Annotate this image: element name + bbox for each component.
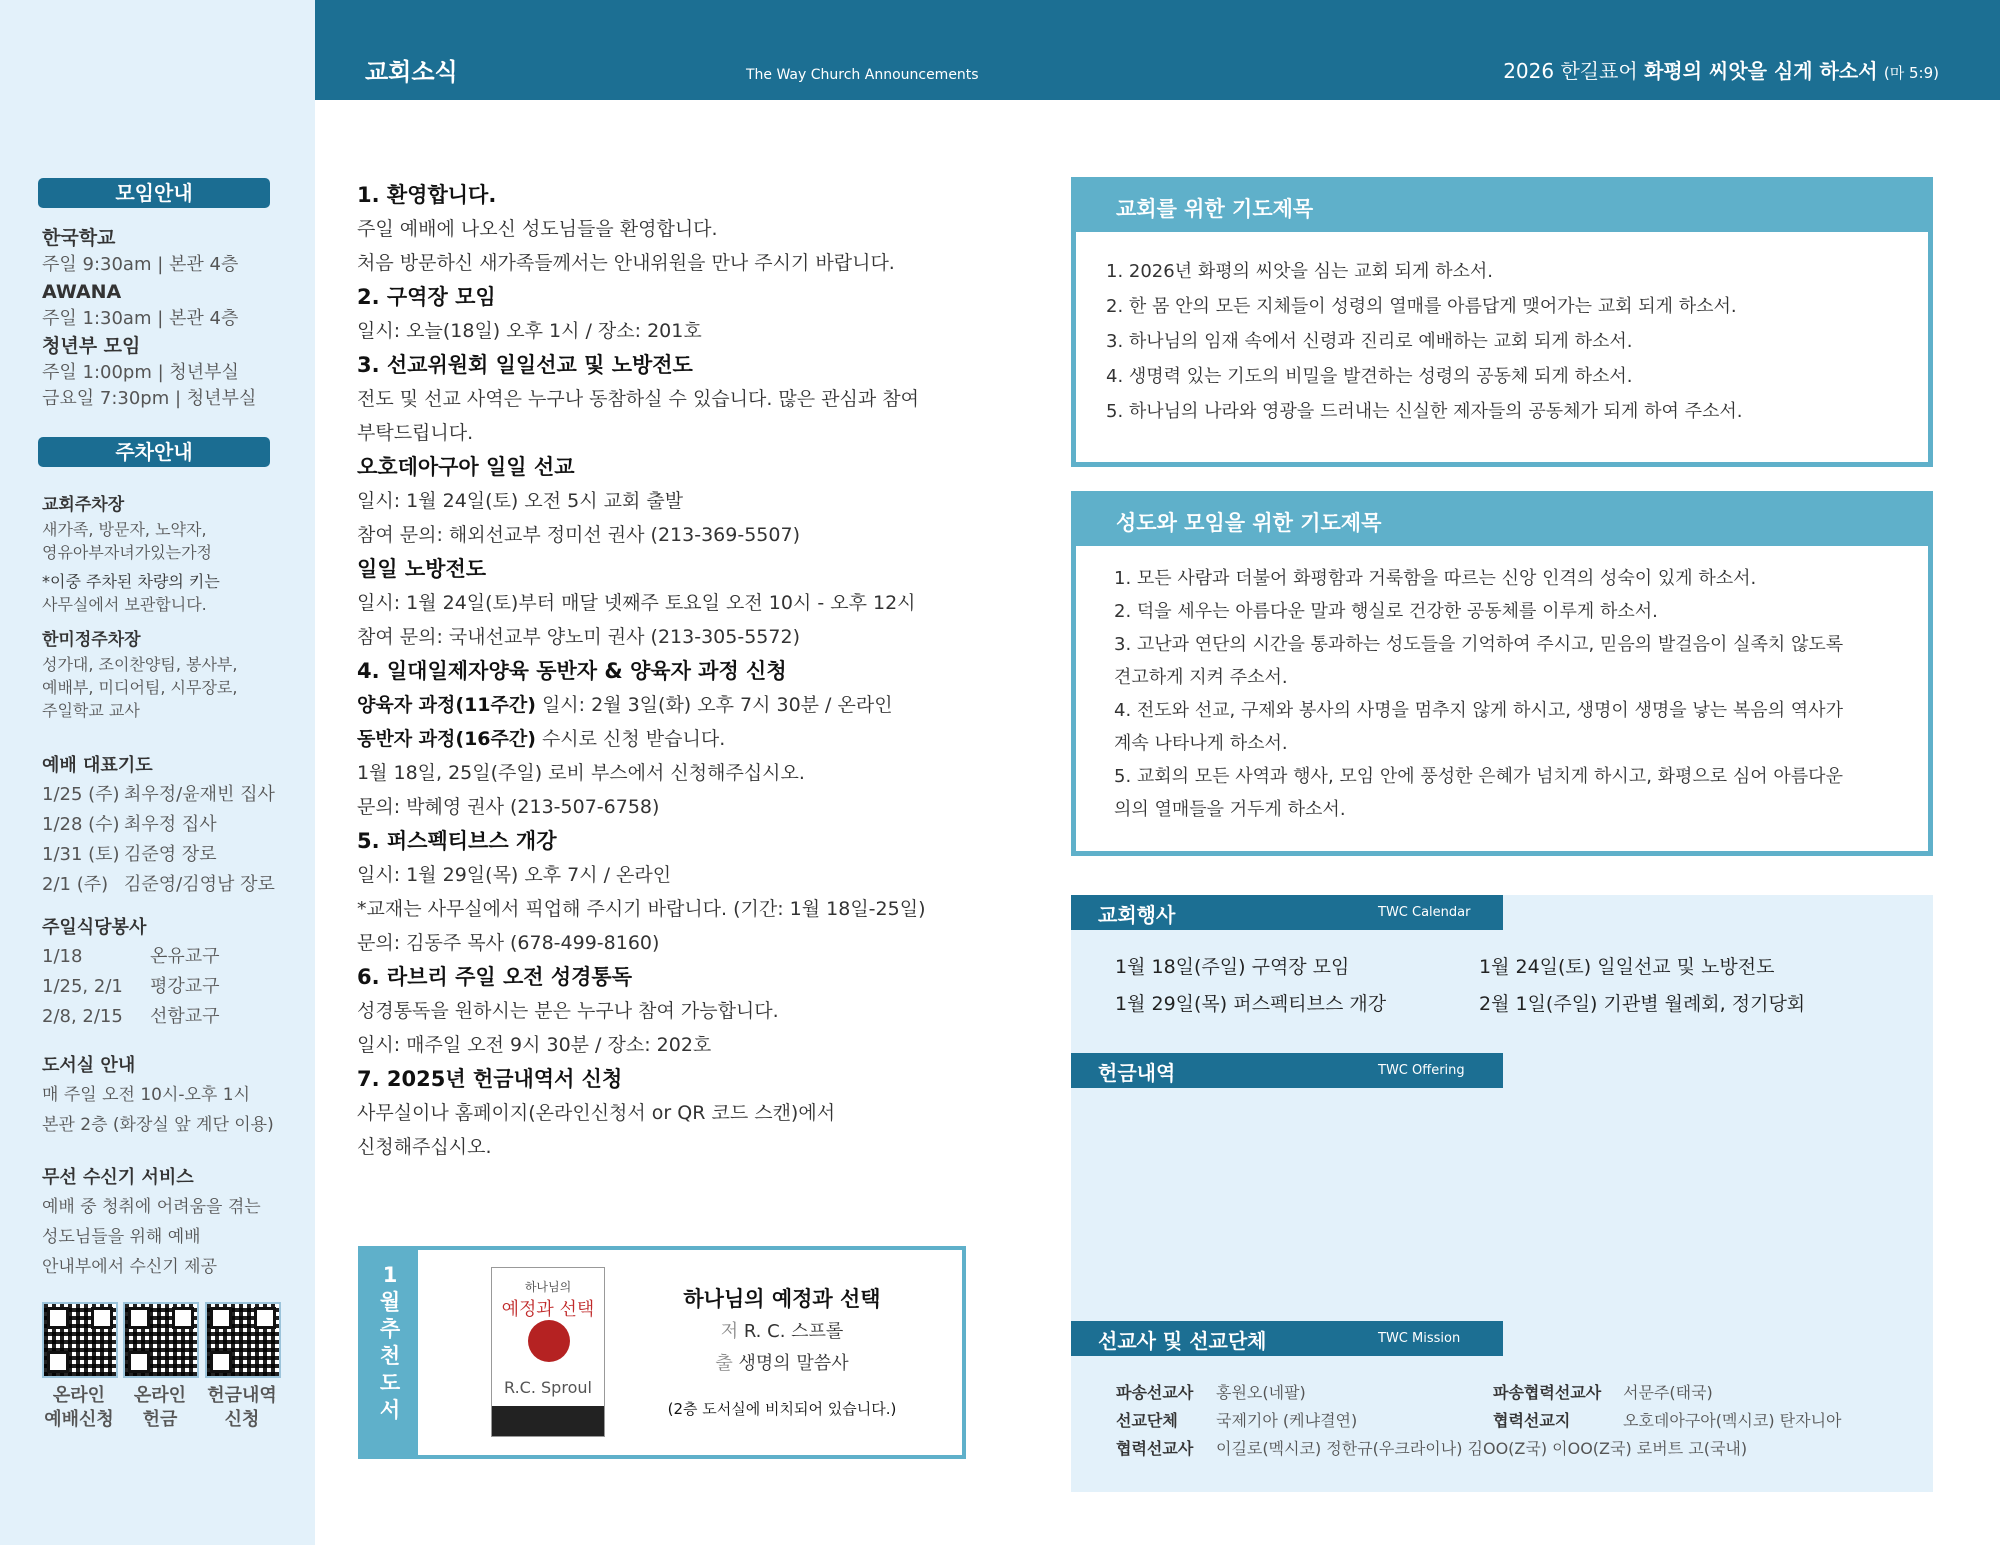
mission-key: 협력선교사 (1116, 1439, 1194, 1458)
section-line: 처음 방문하신 새가족들께서는 안내위원을 만나 주시기 바랍니다. (357, 252, 895, 274)
church-parking-line: 새가족, 방문자, 노약자, (42, 520, 207, 539)
church-parking-title: 교회주차장 (42, 495, 125, 515)
row-date: 1/31 (토) (42, 844, 120, 865)
event-item: 1월 29일(목) 퍼스펙티브스 개강 (1115, 993, 1387, 1015)
section-line: 참여 문의: 해외선교부 정미선 권사 (213-369-5507) (357, 524, 800, 546)
table-row (42, 810, 297, 840)
section-line (357, 722, 977, 756)
event-item: 1월 24일(토) 일일선교 및 노방전도 (1479, 956, 1775, 978)
section-line: 신청해주십시오. (357, 1136, 492, 1158)
publisher-name: 생명의 말씀사 (738, 1353, 849, 1374)
section-title: 2. 구역장 모임 (357, 285, 496, 309)
wireless-info (42, 1164, 297, 1282)
author-name: R. C. 스프롤 (743, 1321, 844, 1342)
qr-finder (91, 1307, 113, 1329)
cover-band (492, 1406, 604, 1436)
course-label: 동반자 과정(16주간) (357, 728, 536, 750)
section-line: 일시: 오늘(18일) 오후 1시 / 장소: 201호 (357, 320, 702, 342)
qr-label-line: 예배신청 (44, 1409, 114, 1430)
row-date: 1/25 (주) (42, 784, 120, 805)
meeting-time: 금요일 7:30pm | 청년부실 (42, 388, 257, 409)
tab-char: 1 (382, 1263, 398, 1287)
mission-list (1116, 1379, 1842, 1463)
section-line: 성경통독을 원하시는 분은 누구나 참여 가능합니다. (357, 1000, 779, 1022)
prayer-duty-title: 예배 대표기도 (42, 755, 153, 776)
row-name: 온유교구 (150, 946, 220, 967)
publisher-mark: 출 (715, 1353, 733, 1374)
qr-label (34, 1384, 124, 1432)
qr-finder (254, 1307, 276, 1329)
event-item: 1월 18일(주일) 구역장 모임 (1115, 956, 1350, 978)
section-line: 일시: 1월 24일(토)부터 매달 넷째주 토요일 오전 10시 - 오후 12시 (357, 592, 916, 614)
qr-label-line: 헌금 (142, 1409, 178, 1430)
section-line: 주일 예배에 나오신 성도님들을 환영합니다. (357, 218, 718, 240)
section-line: 부탁드립니다. (357, 422, 474, 444)
library-line: 매 주일 오전 10시-오후 1시 (42, 1085, 250, 1105)
mission-subtitle: TWC Mission (1378, 1331, 1461, 1346)
prayer-line: 5. 교회의 모든 사역과 행사, 모임 안에 풍성한 은혜가 넘치게 하시고, 화평으로 심어 아름다운 (1114, 766, 1843, 787)
announcements (357, 178, 977, 1164)
section-title: 4. 일대일제자양육 동반자 & 양육자 과정 신청 (357, 659, 787, 683)
kitchen-duty-title: 주일식당봉사 (42, 917, 147, 938)
qr-label-line: 헌금내역 (207, 1385, 277, 1406)
wireless-title: 무선 수신기 서비스 (42, 1167, 194, 1188)
section-line: 문의: 김동주 목사 (678-499-8160) (357, 932, 660, 954)
row-date: 1/28 (수) (42, 814, 120, 835)
row-date: 1/18 (42, 946, 83, 967)
meeting-time: 주일 1:30am | 본관 4층 (42, 308, 239, 329)
event-item: 2월 1일(주일) 기관별 월례회, 정기당회 (1479, 993, 1806, 1015)
section-line: 전도 및 선교 사역은 누구나 동참하실 수 있습니다. 많은 관심과 참여 (357, 388, 919, 410)
wireless-line: 예배 중 청취에 어려움을 겪는 (42, 1197, 261, 1217)
section-line: 일시: 매주일 오전 9시 30분 / 장소: 202호 (357, 1034, 712, 1056)
section-line: 일시: 1월 29일(목) 오후 7시 / 온라인 (357, 864, 672, 886)
section-line: 1월 18일, 25일(주일) 로비 부스에서 신청해주십시오. (357, 762, 805, 784)
section-line: 문의: 박혜영 권사 (213-507-6758) (357, 796, 660, 818)
offering-bar (1071, 1053, 1503, 1088)
mission-value: 국제기아 (케냐결연) (1216, 1411, 1358, 1430)
member-prayer-box (1071, 491, 1933, 856)
tab-char: 천 (379, 1344, 401, 1368)
parking-pill: 주차안내 (38, 437, 270, 467)
row-name: 평강교구 (150, 976, 220, 997)
mission-value: 홍원오(네팔) (1216, 1383, 1306, 1402)
book-info (632, 1282, 932, 1424)
qr-finder (47, 1307, 69, 1329)
row-date: 2/8, 2/15 (42, 1006, 123, 1027)
motto (1503, 55, 1939, 84)
meeting-name: 청년부 모임 (42, 335, 141, 357)
meeting-pill: 모임안내 (38, 178, 270, 208)
mission-row (1116, 1379, 1842, 1407)
mission-value: 이길로(멕시코) 정한규(우크라이나) 김OO(Z국) 이OO(Z국) 로버트 고(국내) (1216, 1439, 1748, 1458)
parking-note: 사무실에서 보관합니다. (42, 595, 207, 614)
meeting-list (42, 224, 297, 412)
parking-note: *이중 주차된 차량의 키는 (42, 572, 220, 591)
hanmi-parking-line: 성가대, 조이찬양팀, 봉사부, (42, 655, 238, 674)
library-title: 도서실 안내 (42, 1055, 136, 1076)
qr-code-offering-statement[interactable] (205, 1302, 281, 1378)
book-recommendation (358, 1246, 966, 1459)
info-panel (1071, 895, 1933, 1492)
wireless-line: 성도님들을 위해 예배 (42, 1227, 201, 1247)
mission-key: 파송협력선교사 (1493, 1383, 1602, 1402)
hanmi-parking-line: 주일학교 교사 (42, 701, 140, 720)
table-row (42, 972, 297, 1002)
events-title: 교회행사 (1098, 903, 1176, 927)
hanmi-parking-line: 예배부, 미디어팀, 시무장로, (42, 678, 238, 697)
section-title: 7. 2025년 헌금내역서 신청 (357, 1067, 623, 1091)
prayer-item: 2. 한 몸 안의 모든 지체들이 성령의 열매를 아름답게 맺어가는 교회 되게 하소서. (1106, 296, 1737, 317)
section-title: 3. 선교위원회 일일선교 및 노방전도 (357, 353, 693, 377)
library-info (42, 1052, 297, 1140)
member-prayer-title: 성도와 모임을 위한 기도제목 (1076, 496, 1928, 546)
section-title: 1. 환영합니다. (357, 183, 497, 207)
meeting-time: 주일 1:00pm | 청년부실 (42, 362, 239, 383)
tab-char: 서 (379, 1398, 401, 1422)
kitchen-duty (42, 914, 297, 1032)
section-line: 사무실이나 홈페이지(온라인신청서 or QR 코드 스캔)에서 (357, 1102, 836, 1124)
page-subtitle: The Way Church Announcements (746, 67, 979, 83)
qr-finder (172, 1307, 194, 1329)
prayer-line: 계속 나타나게 하소서. (1114, 733, 1288, 754)
mission-title: 선교사 및 선교단체 (1098, 1329, 1267, 1353)
table-row (42, 780, 297, 810)
prayer-item: 3. 하나님의 임재 속에서 신령과 진리로 예배하는 교회 되게 하소서. (1106, 331, 1633, 352)
course-label: 양육자 과정(11주간) (357, 694, 536, 716)
mission-value: 서문주(태국) (1623, 1383, 1713, 1402)
qr-finder (47, 1351, 69, 1373)
qr-label-line: 온라인 (52, 1385, 106, 1406)
book-note: (2층 도서실에 비치되어 있습니다.) (667, 1400, 897, 1418)
qr-finder (128, 1351, 150, 1373)
mission-key: 파송선교사 (1116, 1383, 1194, 1402)
mission-row (1116, 1435, 1842, 1463)
tab-char: 도 (379, 1371, 401, 1395)
library-line: 본관 2층 (화장실 앞 계단 이용) (42, 1115, 274, 1135)
header-bar (315, 0, 2000, 100)
mission-key: 협력선교지 (1493, 1411, 1571, 1430)
qr-label-line: 신청 (224, 1409, 260, 1430)
qr-code-online-offering[interactable] (123, 1302, 199, 1378)
row-name: 김준영/김영남 장로 (124, 874, 275, 895)
row-name: 김준영 장로 (124, 844, 217, 865)
book-publisher (632, 1348, 932, 1380)
church-prayer-box (1071, 177, 1933, 467)
sidebar (0, 0, 315, 1545)
motto-prefix: 2026 한길표어 (1503, 59, 1638, 83)
tab-char: 월 (379, 1290, 401, 1314)
tab-char: 추 (379, 1317, 401, 1341)
prayer-line: 3. 고난과 연단의 시간을 통과하는 성도들을 기억하여 주시고, 믿음의 발걸음이 실족치 않도록 (1114, 634, 1844, 655)
wax-seal-icon (528, 1320, 570, 1362)
qr-code-online-worship[interactable] (42, 1302, 118, 1378)
section-title: 5. 퍼스펙티브스 개강 (357, 829, 557, 853)
prayer-item: 4. 생명력 있는 기도의 비밀을 발견하는 성령의 공동체 되게 하소서. (1106, 366, 1633, 387)
mission-key: 선교단체 (1116, 1411, 1178, 1430)
qr-finder (210, 1351, 232, 1373)
prayer-line: 2. 덕을 세우는 아름다운 말과 행실로 건강한 공동체를 이루게 하소서. (1114, 601, 1658, 622)
book-cover-image (491, 1267, 605, 1437)
book-title: 하나님의 예정과 선택 (683, 1287, 881, 1311)
offering-subtitle: TWC Offering (1378, 1063, 1465, 1078)
qr-label (197, 1384, 287, 1432)
mission-value: 오호데아구아(멕시코) 탄자니아 (1623, 1411, 1842, 1430)
table-row (42, 1002, 297, 1032)
author-mark: 저 (720, 1321, 739, 1342)
member-prayer-list (1076, 546, 1928, 826)
mission-bar (1071, 1321, 1503, 1356)
hanmi-parking-title: 한미정주차장 (42, 630, 141, 650)
row-name: 선함교구 (150, 1006, 220, 1027)
qr-finder (128, 1307, 150, 1329)
row-date: 2/1 (주) (42, 874, 109, 895)
cover-small-text: 하나님의 (524, 1280, 572, 1294)
page-title: 교회소식 (365, 58, 458, 86)
motto-text: 화평의 씨앗을 심게 하소서 (1644, 59, 1878, 83)
course-text: 일시: 2월 3일(화) 오후 7시 30분 / 온라인 (541, 694, 893, 716)
motto-ref: (마 5:9) (1883, 64, 1939, 82)
prayer-duty (42, 752, 297, 900)
qr-label (115, 1384, 205, 1432)
row-name: 최우정/윤재빈 집사 (124, 784, 275, 805)
subsection-title: 오호데아구아 일일 선교 (357, 455, 575, 479)
table-row (42, 870, 297, 900)
cover-author: R.C. Sproul (504, 1378, 592, 1397)
mission-row (1116, 1407, 1842, 1435)
meeting-name: 한국학교 (42, 227, 116, 249)
prayer-line: 견고하게 지켜 주소서. (1114, 667, 1288, 688)
prayer-item: 1. 2026년 화평의 씨앗을 심는 교회 되게 하소서. (1106, 261, 1493, 282)
book-tab (362, 1250, 418, 1455)
prayer-item: 5. 하나님의 나라와 영광을 드러내는 신실한 제자들의 공동체가 되게 하여 주소서. (1106, 401, 1743, 422)
offering-title: 헌금내역 (1098, 1061, 1176, 1085)
meeting-time: 주일 9:30am | 본관 4층 (42, 254, 239, 275)
section-line (357, 688, 977, 722)
meeting-name: AWANA (42, 281, 122, 303)
prayer-line: 4. 전도와 선교, 구제와 봉사의 사명을 멈추지 않게 하시고, 생명이 생명을 낳는 복음의 역사가 (1114, 700, 1843, 721)
table-row (42, 840, 297, 870)
row-date: 1/25, 2/1 (42, 976, 123, 997)
cover-title: 예정과 선택 (501, 1299, 595, 1320)
events-subtitle: TWC Calendar (1378, 905, 1471, 920)
section-title: 6. 라브리 주일 오전 성경통독 (357, 965, 632, 989)
table-row (42, 942, 297, 972)
row-name: 최우정 집사 (124, 814, 217, 835)
church-prayer-list (1076, 232, 1928, 429)
church-parking-line: 영유아부자녀가있는가정 (42, 543, 213, 562)
section-line: 참여 문의: 국내선교부 양노미 권사 (213-305-5572) (357, 626, 800, 648)
book-author (632, 1316, 932, 1348)
prayer-line: 의의 열매들을 거두게 하소서. (1114, 799, 1346, 820)
subsection-title: 일일 노방전도 (357, 557, 487, 581)
qr-label-line: 온라인 (133, 1385, 187, 1406)
wireless-line: 안내부에서 수신기 제공 (42, 1257, 218, 1277)
church-prayer-title: 교회를 위한 기도제목 (1076, 182, 1928, 232)
events-bar (1071, 895, 1503, 930)
qr-finder (210, 1307, 232, 1329)
course-text: 수시로 신청 받습니다. (541, 728, 726, 750)
section-line: 일시: 1월 24일(토) 오전 5시 교회 출발 (357, 490, 684, 512)
prayer-line: 1. 모든 사람과 더불어 화평함과 거룩함을 따르는 신앙 인격의 성숙이 있게 하소서. (1114, 568, 1757, 589)
parking-info (42, 493, 297, 722)
section-line: *교재는 사무실에서 픽업해 주시기 바랍니다. (기간: 1월 18일-25일) (357, 898, 926, 920)
